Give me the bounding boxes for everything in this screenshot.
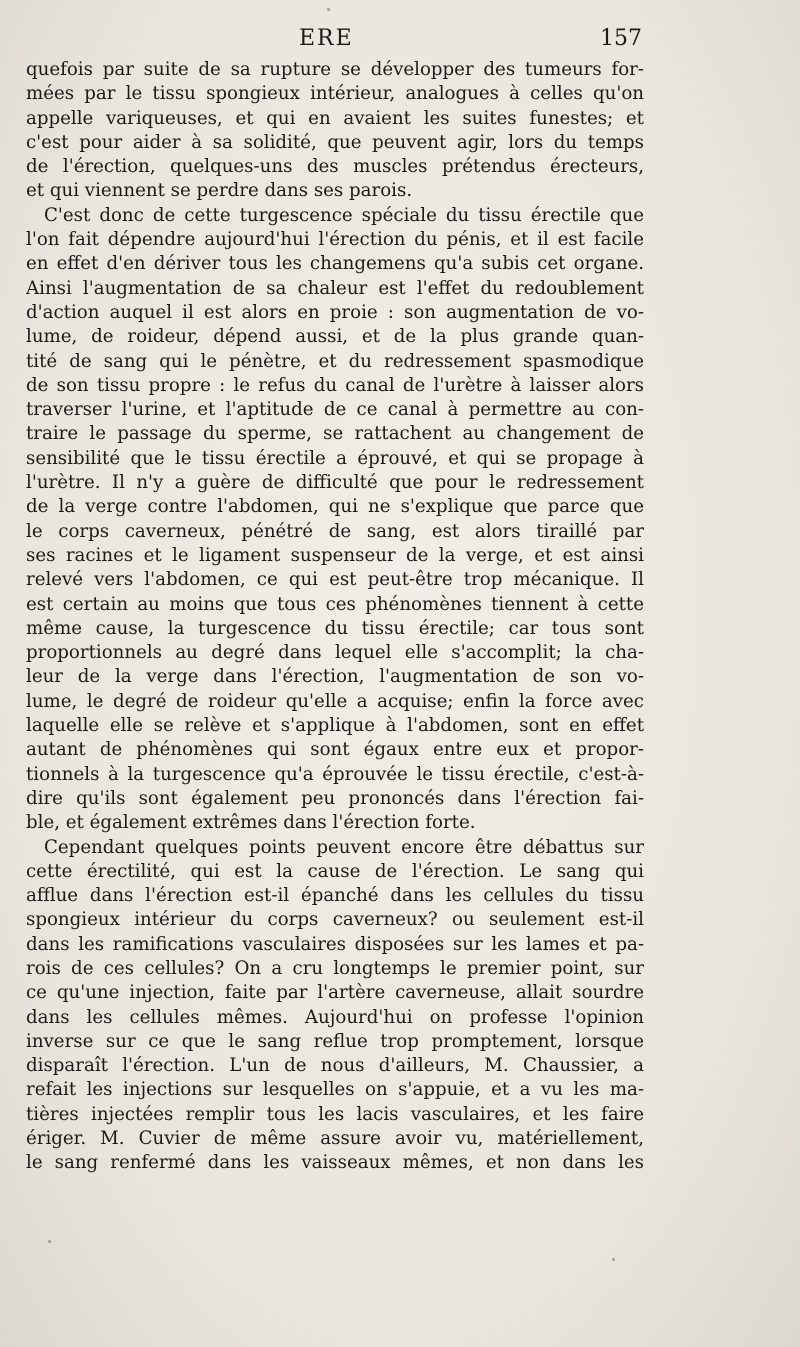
text-line: leur de la verge dans l'érection, l'augmentation de son vo- (26, 666, 644, 688)
body-text (26, 58, 644, 1176)
paragraph-first-line: C'est donc de cette turgescence spéciale du tissu érectile que (44, 204, 644, 226)
text-line: est certain au moins que tous ces phénomènes tiennent à cette (26, 593, 644, 615)
text-line: mées par le tissu spongieux intérieur, analogues à celles qu'on (26, 83, 644, 105)
text-line: quefois par suite de sa rupture se développer des tumeurs for- (26, 59, 644, 80)
page-number: 157 (600, 26, 642, 51)
text-line: sensibilité que le tissu érectile a éprouvé, et qui se propage à (26, 447, 644, 469)
text-line: même cause, la turgescence du tissu érectile; car tous sont (26, 617, 644, 639)
paragraph-first-line: Cependant quelques points peuvent encore être débattus sur (44, 836, 644, 858)
text-line: tionnels à la turgescence qu'a éprouvée le tissu érectile, c'est-à- (26, 763, 644, 785)
text-line: inverse sur ce que le sang reflue trop promptement, lorsque (26, 1030, 644, 1052)
paper-speck (612, 1258, 615, 1261)
text-line: ble, et également extrêmes dans l'érection forte. (26, 812, 476, 834)
text-line: Ainsi l'augmentation de sa chaleur est l'effet du redoublement (26, 277, 644, 299)
text-line: relevé vers l'abdomen, ce qui est peut-être trop mécanique. Il (26, 569, 644, 591)
text-line: c'est pour aider à sa solidité, que peuvent agir, lors du temps (26, 131, 644, 153)
text-line: l'on fait dépendre aujourd'hui l'érection du pénis, et il est facile (26, 229, 644, 251)
running-head: ERE (299, 26, 354, 51)
text-line: refait les injections sur lesquelles on s'appuie, et a vu les ma- (26, 1079, 644, 1101)
text-line: rois de ces cellules? On a cru longtemps le premier point, sur (26, 957, 644, 979)
text-line: d'action auquel il est alors en proie : son augmentation de vo- (26, 301, 644, 323)
text-line: l'urètre. Il n'y a guère de difficulté que pour le redressement (26, 472, 644, 494)
text-line: autant de phénomènes qui sont égaux entre eux et propor- (26, 739, 644, 761)
text-line: traverser l'urine, et l'aptitude de ce canal à permettre au con- (26, 399, 644, 421)
text-line: ses racines et le ligament suspenseur de la verge, et est ainsi (26, 544, 644, 566)
text-line: ce qu'une injection, faite par l'artère caverneuse, allait sourdre (26, 982, 644, 1004)
text-line: de son tissu propre : le refus du canal de l'urètre à laisser alors (26, 374, 644, 396)
text-line: et qui viennent se perdre dans ses parois. (26, 180, 413, 202)
text-line: afflue dans l'érection est-il épanché dans les cellules du tissu (26, 885, 644, 907)
text-line: traire le passage du sperme, se rattachent au changement de (26, 423, 644, 445)
text-line: dans les ramifications vasculaires disposées sur les lames et pa- (26, 933, 644, 955)
text-line: de l'érection, quelques-uns des muscles prétendus érecteurs, (26, 156, 644, 178)
text-line: dire qu'ils sont également peu prononcés dans l'érection fai- (26, 787, 644, 809)
paper-speck (327, 8, 330, 11)
text-line: lume, de roideur, dépend aussi, et de la plus grande quan- (26, 326, 644, 348)
text-line: tité de sang qui le pénètre, et du redressement spasmodique (26, 350, 644, 372)
text-line: laquelle elle se relève et s'applique à l'abdomen, sont en effet (26, 715, 644, 737)
text-line: proportionnels au degré dans lequel elle s'accomplit; la cha- (26, 642, 644, 664)
text-line: tières injectées remplir tous les lacis vasculaires, et les faire (26, 1103, 644, 1125)
paper-speck (48, 1240, 51, 1243)
text-line: spongieux intérieur du corps caverneux? ou seulement est-il (26, 909, 644, 931)
text-line: cette érectilité, qui est la cause de l'érection. Le sang qui (26, 860, 644, 882)
text-line: en effet d'en dériver tous les changemens qu'a subis cet organe. (26, 253, 644, 275)
text-line: de la verge contre l'abdomen, qui ne s'explique que parce que (26, 496, 644, 518)
text-line: lume, le degré de roideur qu'elle a acquise; enfin la force avec (26, 690, 644, 712)
text-line: ériger. M. Cuvier de même assure avoir vu, matériellement, (26, 1128, 644, 1150)
text-line: le sang renfermé dans les vaisseaux mêmes, et non dans les (26, 1152, 644, 1174)
text-line: disparaît l'érection. L'un de nous d'ailleurs, M. Chaussier, a (26, 1055, 644, 1077)
text-line: appelle variqueuses, et qui en avaient les suites funestes; et (26, 107, 644, 129)
text-line: le corps caverneux, pénétré de sang, est alors tiraillé par (26, 520, 644, 542)
text-line: dans les cellules mêmes. Aujourd'hui on professe l'opinion (26, 1006, 644, 1028)
